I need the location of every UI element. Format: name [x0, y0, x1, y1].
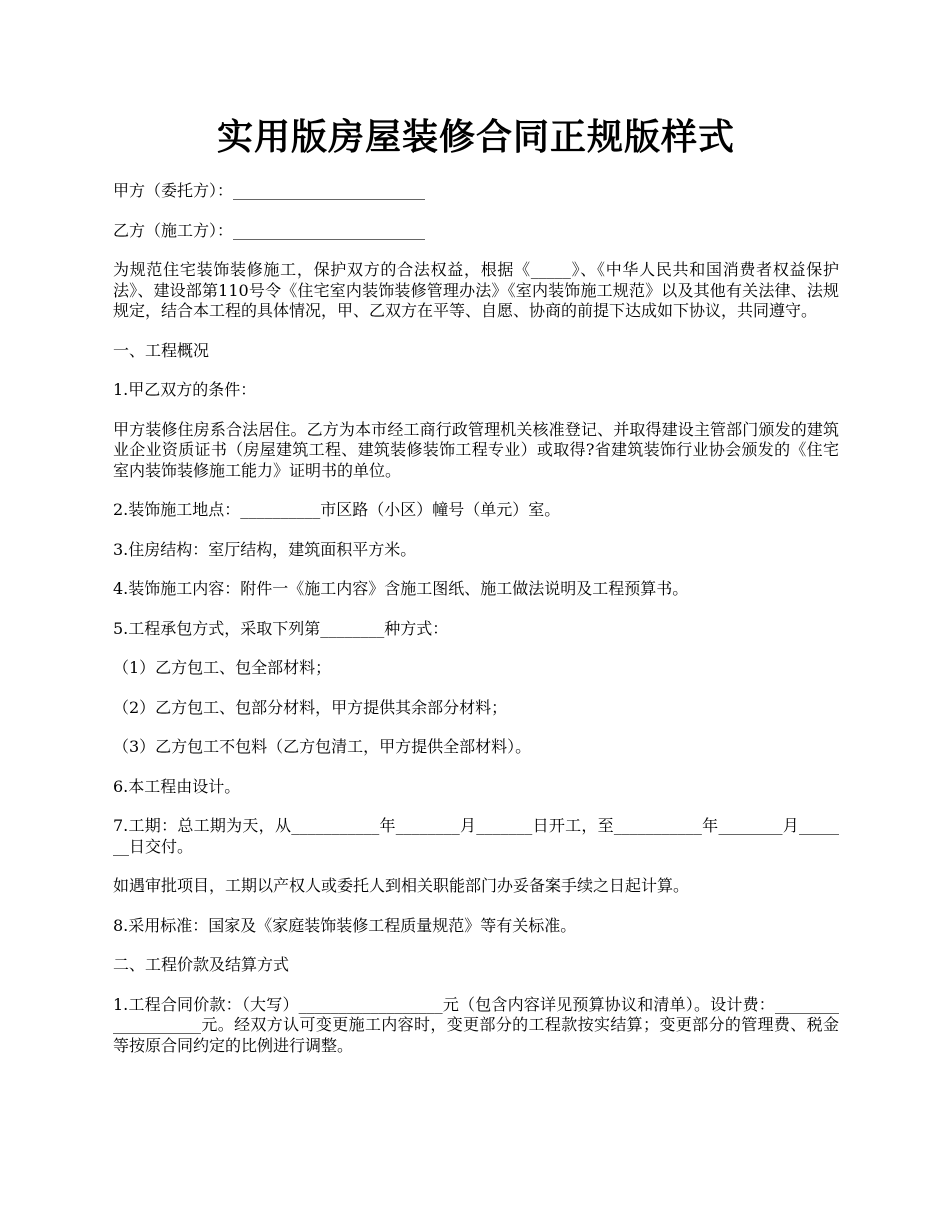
clause-2-location: 2.装饰施工地点：__________市区路（小区）幢号（单元）室。 — [113, 500, 561, 519]
document-title: 实用版房屋装修合同正规版样式 — [216, 116, 735, 158]
section-heading-project-overview: 一、工程概况 — [113, 340, 210, 360]
clause-8-standards: 8.采用标准：国家及《家庭装饰装修工程质量规范》等有关标准。 — [113, 915, 577, 935]
price-clause-1: 1.工程合同价款：（大写）__________________元（包含内容详见预算协议和清单）。设计费：___________________元。经双方认可变更施工内容时，变更部分的工程款按实结算；变更部分的管理费、税金等按原合同约定的比例进行调整。 — [113, 994, 839, 1055]
clause-1-body: 甲方装修住房系合法居住。乙方为本市经工商行政管理机关核准登记、并取得建设主管部门颁发的建筑业企业资质证书（房屋建筑工程、建筑装修装饰工程专业）或取得?省建筑装饰行业协会颁发的《住宅室内装饰装修施工能力》证明书的单位。 — [113, 419, 839, 480]
party-b-line: 乙方（施工方）：________________________ — [113, 220, 426, 240]
option-2: （2）乙方包工、包部分材料，甲方提供其余部分材料； — [113, 697, 508, 717]
option-3: （3）乙方包工不包料（乙方包清工，甲方提供全部材料）。 — [113, 737, 532, 756]
clause-4-content: 4.装饰施工内容：附件一《施工内容》含施工图纸、施工做法说明及工程预算书。 — [113, 579, 689, 598]
party-a-line: 甲方（委托方）：________________________ — [113, 181, 426, 200]
clause-7-schedule: 7.工期：总工期为天，从___________年________月_______日开工，至___________年________月_______日交付。 — [113, 816, 839, 856]
clause-3-structure: 3.住房结构：室厅结构，建筑面积平方米。 — [113, 539, 417, 559]
clause-6-design: 6.本工程由设计。 — [113, 776, 241, 796]
preamble-paragraph: 为规范住宅装饰装修施工，保护双方的合法权益，根据《_____》、《中华人民共和国消费者权益保护法》、建设部第110号令《住宅室内装饰装修管理办法》《室内装饰施工规范》以及其他有关法律、法规规定，结合本工程的具体情况，甲、乙双方在平等、自愿、协商的前提下达成如下协议，共同遵守。 — [113, 260, 839, 320]
document-body — [113, 181, 839, 1075]
clause-5-contract-method: 5.工程承包方式，采取下列第________种方式： — [113, 618, 449, 638]
schedule-note: 如遇审批项目，工期以产权人或委托人到相关职能部门办妥备案手续之日起计算。 — [113, 876, 690, 895]
option-1: （1）乙方包工、包全部材料； — [113, 658, 332, 677]
section-heading-price-settlement: 二、工程价款及结算方式 — [113, 955, 290, 974]
clause-1-heading: 1.甲乙双方的条件： — [113, 380, 257, 399]
